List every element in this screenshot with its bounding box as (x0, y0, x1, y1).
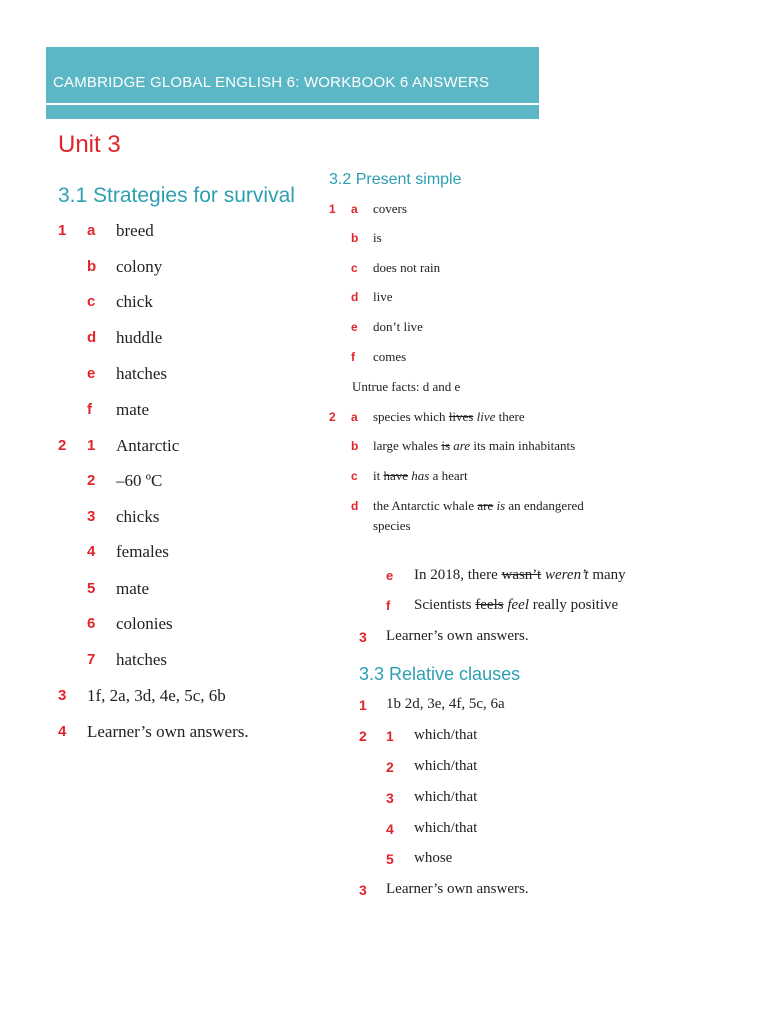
question-number: 1 (359, 697, 367, 713)
question-number: 1 (329, 202, 336, 216)
item-letter: c (351, 261, 358, 275)
struck-word: lives (448, 409, 474, 424)
item-letter: f (386, 598, 391, 613)
answer-text: colonies (116, 614, 173, 633)
unit-title: Unit 3 (58, 131, 121, 158)
item-letter: a (87, 222, 96, 239)
item-letter: e (386, 568, 394, 583)
item-letter: b (351, 231, 359, 245)
item-letter: e (351, 320, 358, 334)
item-letter: a (351, 410, 358, 424)
corrected-word: live (476, 409, 496, 424)
item-number: 4 (87, 543, 96, 560)
answer-text: colony (116, 257, 163, 276)
answer-text: is (373, 230, 382, 245)
question-number: 2 (329, 410, 336, 424)
correction-text-continued: species (373, 518, 411, 533)
header-title: CAMBRIDGE GLOBAL ENGLISH 6: WORKBOOK 6 ANSWERS (53, 74, 490, 91)
section-heading-3-2: 3.2 Present simple (329, 171, 462, 188)
item-letter: d (87, 329, 97, 346)
struck-word: have (383, 468, 409, 483)
item-number: 2 (87, 472, 96, 489)
answer-text: which/that (414, 820, 478, 836)
correction-text: it have has a heart (373, 468, 468, 483)
correction-text: large whales is are its main inhabitants (373, 438, 576, 453)
answer-text: which/that (414, 758, 478, 774)
answer-text: hatches (116, 364, 167, 383)
section-heading-3-1: 3.1 Strategies for survival (58, 184, 295, 207)
answer-text: Antarctic (116, 436, 180, 455)
header-divider (46, 105, 539, 119)
answer-text: 1b 2d, 3e, 4f, 5c, 6a (386, 696, 505, 712)
item-number: 1 (87, 437, 96, 454)
answer-text: hatches (116, 650, 167, 669)
struck-word: is (441, 438, 451, 453)
answer-text: breed (116, 221, 154, 240)
corrected-word: feel (507, 597, 529, 613)
item-letter: d (351, 290, 359, 304)
struck-word: wasn’t (501, 567, 542, 583)
answer-text: Learner’s own answers. (87, 722, 249, 741)
item-number: 1 (386, 728, 394, 744)
item-letter: f (351, 350, 355, 364)
item-letter: f (87, 401, 92, 418)
answer-text: don’t live (373, 319, 423, 334)
struck-word: feels (475, 597, 504, 613)
question-number: 1 (58, 222, 67, 239)
item-letter: c (351, 469, 358, 483)
struck-word: are (477, 498, 494, 513)
item-letter: b (87, 258, 97, 275)
question-number: 3 (58, 687, 67, 704)
answer-text: huddle (116, 328, 163, 347)
answer-text: Learner’s own answers. (386, 881, 529, 897)
item-number: 5 (87, 580, 96, 597)
answer-text: mate (116, 579, 150, 598)
question-number: 2 (58, 437, 67, 454)
answer-text: 1f, 2a, 3d, 4e, 5c, 6b (87, 686, 226, 705)
answer-text: comes (373, 349, 407, 364)
item-letter: b (351, 439, 359, 453)
correction-text: Scientists feels feel really positive (414, 597, 619, 613)
answer-text: chicks (116, 507, 160, 526)
item-letter: a (351, 202, 358, 216)
correction-text: In 2018, there wasn’t weren’t many (414, 567, 626, 583)
item-number: 7 (87, 651, 96, 668)
item-number: 4 (386, 821, 394, 837)
answer-text: does not rain (373, 260, 441, 275)
item-letter: e (87, 365, 96, 382)
item-number: 5 (386, 851, 394, 867)
question-number: 2 (359, 728, 367, 744)
item-letter: d (351, 499, 359, 513)
answer-text: live (373, 289, 393, 304)
answer-text: mate (116, 400, 150, 419)
corrected-word: is (496, 498, 506, 513)
answer-text: chick (116, 292, 153, 311)
answer-text: whose (414, 850, 453, 866)
corrected-word: are (453, 438, 471, 453)
item-number: 6 (87, 615, 96, 632)
answer-text: females (116, 542, 169, 561)
question-number: 3 (359, 629, 367, 645)
correction-text: the Antarctic whale are is an endangered (373, 498, 584, 513)
answer-text: Learner’s own answers. (386, 628, 529, 644)
correction-text: species which lives live there (373, 409, 525, 424)
corrected-word: weren’t (544, 567, 589, 583)
section-heading-3-3: 3.3 Relative clauses (359, 664, 521, 684)
answer-text: covers (373, 201, 407, 216)
item-letter: c (87, 293, 96, 310)
item-number: 2 (386, 759, 394, 775)
answer-text: which/that (414, 789, 478, 805)
question-number: 4 (58, 723, 67, 740)
untrue-facts: Untrue facts: d and e (352, 379, 461, 394)
item-number: 3 (386, 790, 394, 806)
corrected-word: has (411, 468, 430, 483)
item-number: 3 (87, 508, 96, 525)
question-number: 3 (359, 882, 367, 898)
answer-text: –60 ºC (116, 471, 163, 490)
answer-text: which/that (414, 727, 478, 743)
